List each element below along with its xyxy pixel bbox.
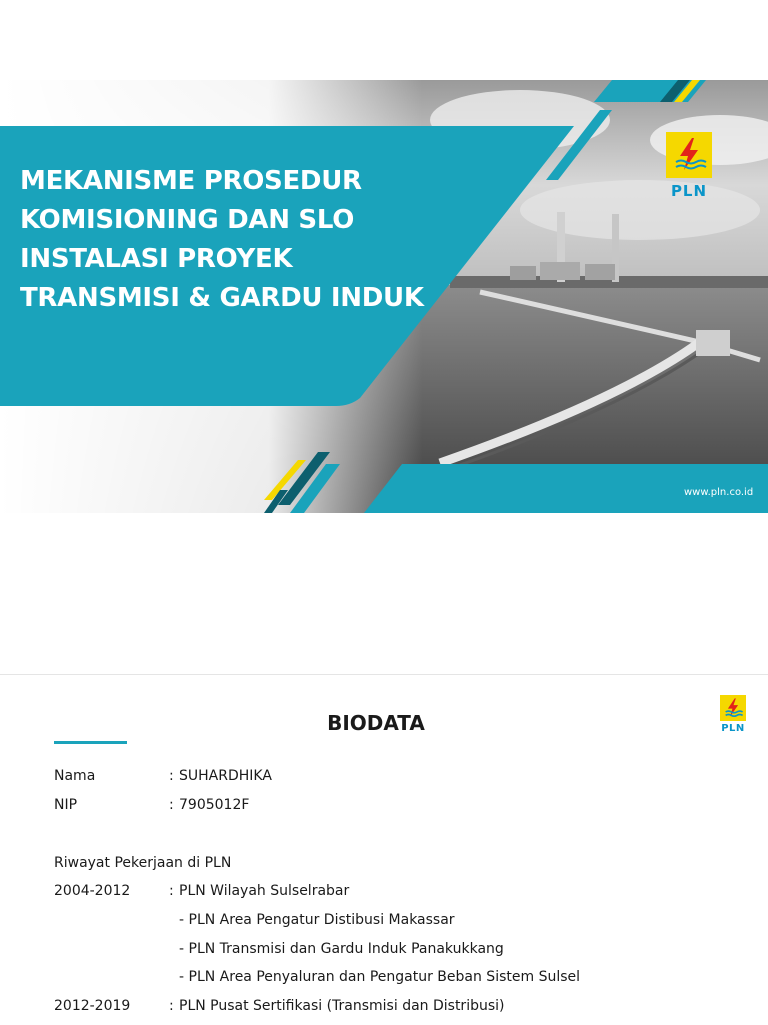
history-value: PLN Pusat Sertifikasi (Transmisi dan Distribusi) bbox=[179, 998, 505, 1014]
history-colon: : bbox=[169, 998, 174, 1014]
pln-logo bbox=[664, 132, 714, 200]
pln-logo-small-text: PLN bbox=[721, 723, 745, 734]
cover-title bbox=[20, 162, 424, 318]
pln-logo-small bbox=[718, 695, 748, 734]
field-label-nama: Nama bbox=[54, 768, 96, 784]
history-period: 2012-2019 bbox=[54, 998, 131, 1014]
history-sub-item: - PLN Area Pengatur Distibusi Makassar bbox=[179, 912, 455, 928]
cover-title-line-2: KOMISIONING DAN SLO bbox=[20, 205, 355, 235]
cover-slide bbox=[0, 80, 768, 513]
pln-lightning-icon bbox=[666, 132, 712, 178]
pln-lightning-icon bbox=[720, 695, 746, 721]
history-value: PLN Wilayah Sulselrabar bbox=[179, 883, 350, 899]
field-colon: : bbox=[169, 768, 174, 784]
cover-title-line-3: INSTALASI PROYEK bbox=[20, 244, 293, 274]
pln-logo-text: PLN bbox=[670, 182, 708, 200]
field-label-nip: NIP bbox=[54, 797, 78, 813]
biodata-title: BIODATA bbox=[327, 711, 425, 735]
history-sub-item: - PLN Transmisi dan Gardu Induk Panakukkang bbox=[179, 941, 504, 957]
history-heading: Riwayat Pekerjaan di PLN bbox=[54, 855, 232, 871]
history-colon: : bbox=[169, 883, 174, 899]
biodata-slide bbox=[0, 674, 768, 1025]
title-underline bbox=[54, 741, 127, 744]
field-value-nip: 7905012F bbox=[179, 797, 250, 813]
field-value-nama: SUHARDHIKA bbox=[179, 768, 272, 784]
history-period: 2004-2012 bbox=[54, 883, 131, 899]
website-url: www.pln.co.id bbox=[684, 487, 754, 498]
cover-title-line-1: MEKANISME PROSEDUR bbox=[20, 166, 362, 196]
cover-title-line-4: TRANSMISI & GARDU INDUK bbox=[20, 283, 424, 313]
history-sub-item: - PLN Area Penyaluran dan Pengatur Beban Sistem Sulsel bbox=[179, 969, 581, 985]
field-colon: : bbox=[169, 797, 174, 813]
